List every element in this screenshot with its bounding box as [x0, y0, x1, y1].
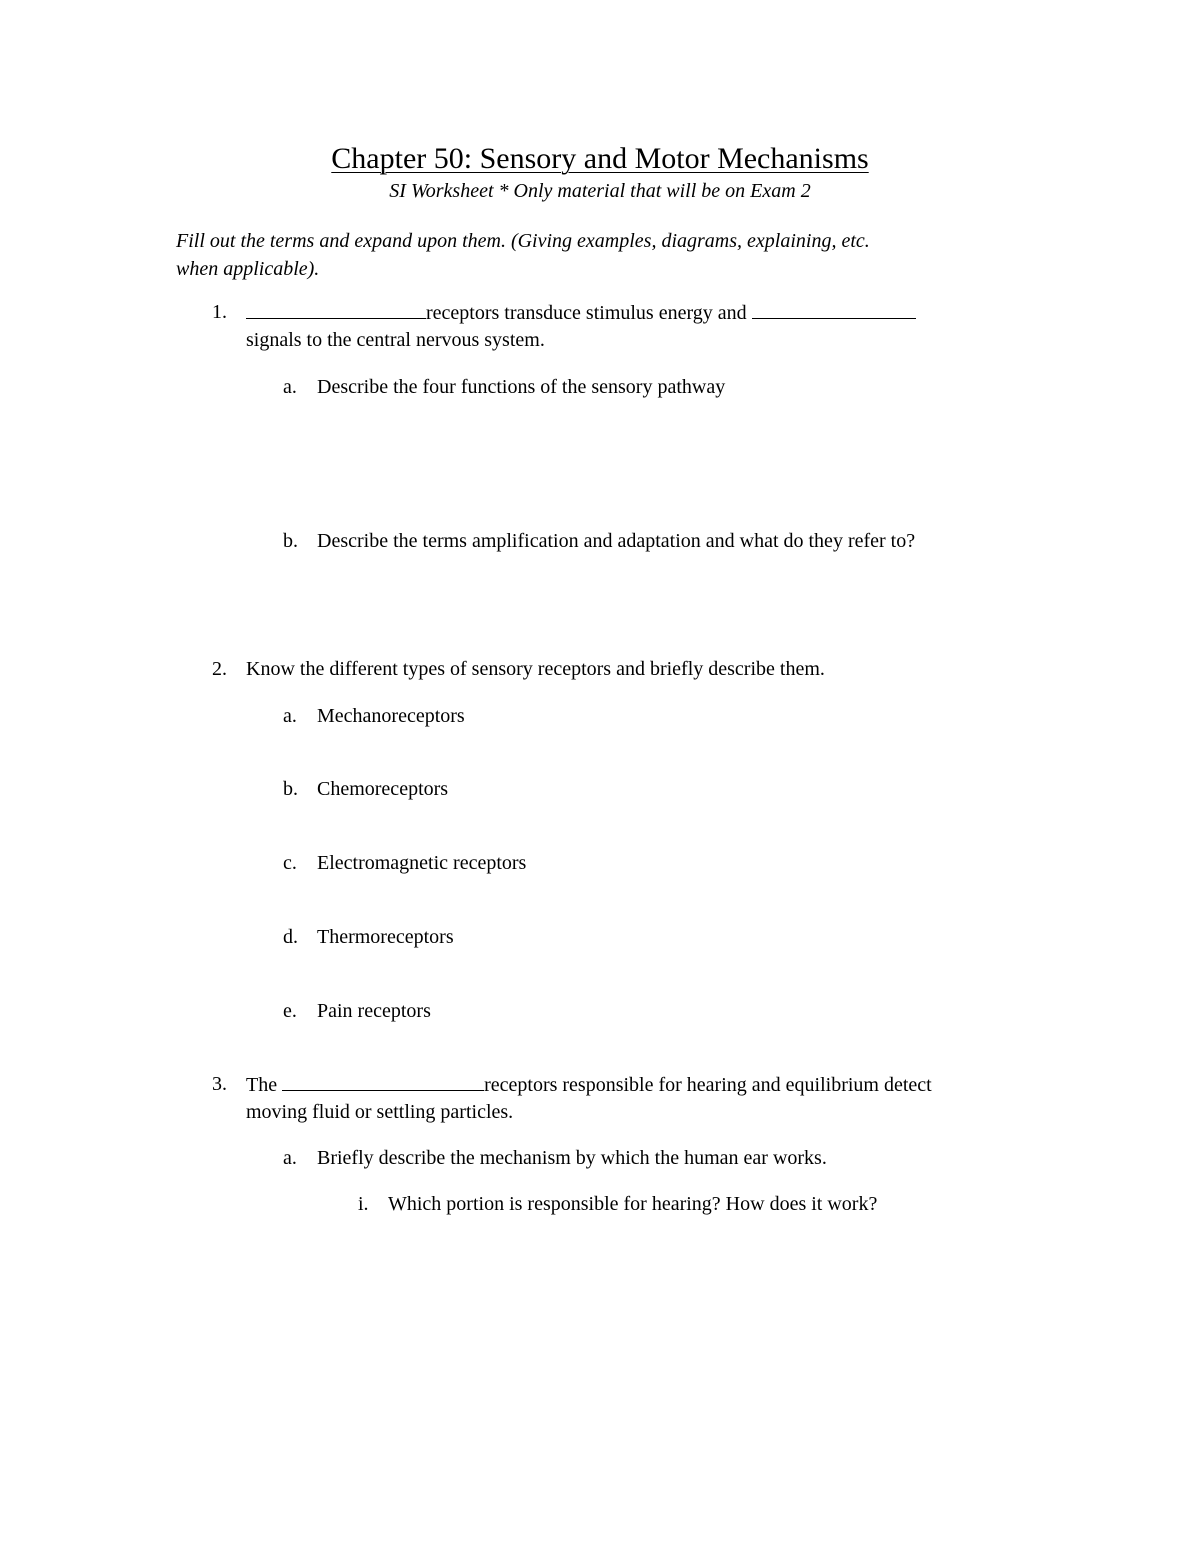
question-1b-text: Describe the terms amplification and adaptation and what do they refer to?	[317, 530, 916, 552]
question-3-prefix: The	[246, 1074, 278, 1096]
question-1a-text: Describe the four functions of the sensory pathway	[317, 376, 726, 398]
fill-blank-3	[282, 1070, 484, 1091]
question-1-number: 1.	[212, 301, 227, 323]
question-2d-letter: d.	[283, 926, 298, 948]
question-1-line-2: signals to the central nervous system.	[246, 329, 545, 351]
question-3a-text: Briefly describe the mechanism by which the human ear works.	[317, 1147, 827, 1169]
question-2e-text: Pain receptors	[317, 1000, 431, 1022]
question-3-line-2: moving fluid or settling particles.	[246, 1101, 514, 1123]
question-1-part-1: receptors transduce stimulus energy and	[426, 302, 747, 324]
question-3-line-1	[246, 1070, 932, 1099]
question-1a-letter: a.	[283, 376, 297, 398]
question-3a-letter: a.	[283, 1147, 297, 1169]
question-3a-i-text: Which portion is responsible for hearing? How does it work?	[388, 1193, 878, 1215]
question-1b-letter: b.	[283, 530, 298, 552]
question-3a-i-numeral: i.	[358, 1193, 369, 1215]
question-2b-letter: b.	[283, 778, 298, 800]
question-2e-letter: e.	[283, 1000, 297, 1022]
instructions-line-2: when applicable).	[176, 258, 320, 280]
question-3-part-1: receptors responsible for hearing and equilibrium detect	[484, 1074, 932, 1096]
fill-blank-1	[246, 298, 426, 319]
question-2a-letter: a.	[283, 705, 297, 727]
page-subtitle: SI Worksheet * Only material that will be on Exam 2	[389, 180, 811, 202]
question-2-number: 2.	[212, 658, 227, 680]
page-title: Chapter 50: Sensory and Motor Mechanisms	[331, 142, 869, 175]
instructions-line-1: Fill out the terms and expand upon them. (Giving examples, diagrams, explaining, etc.	[176, 230, 870, 252]
instructions	[176, 227, 870, 283]
question-2a-text: Mechanoreceptors	[317, 705, 465, 727]
question-1-line-1	[246, 298, 916, 327]
question-3-number: 3.	[212, 1073, 227, 1095]
question-2c-text: Electromagnetic receptors	[317, 852, 527, 874]
question-2b-text: Chemoreceptors	[317, 778, 449, 800]
fill-blank-2	[752, 298, 916, 319]
question-2d-text: Thermoreceptors	[317, 926, 454, 948]
question-2-text: Know the different types of sensory receptors and briefly describe them.	[246, 658, 825, 680]
question-2c-letter: c.	[283, 852, 297, 874]
